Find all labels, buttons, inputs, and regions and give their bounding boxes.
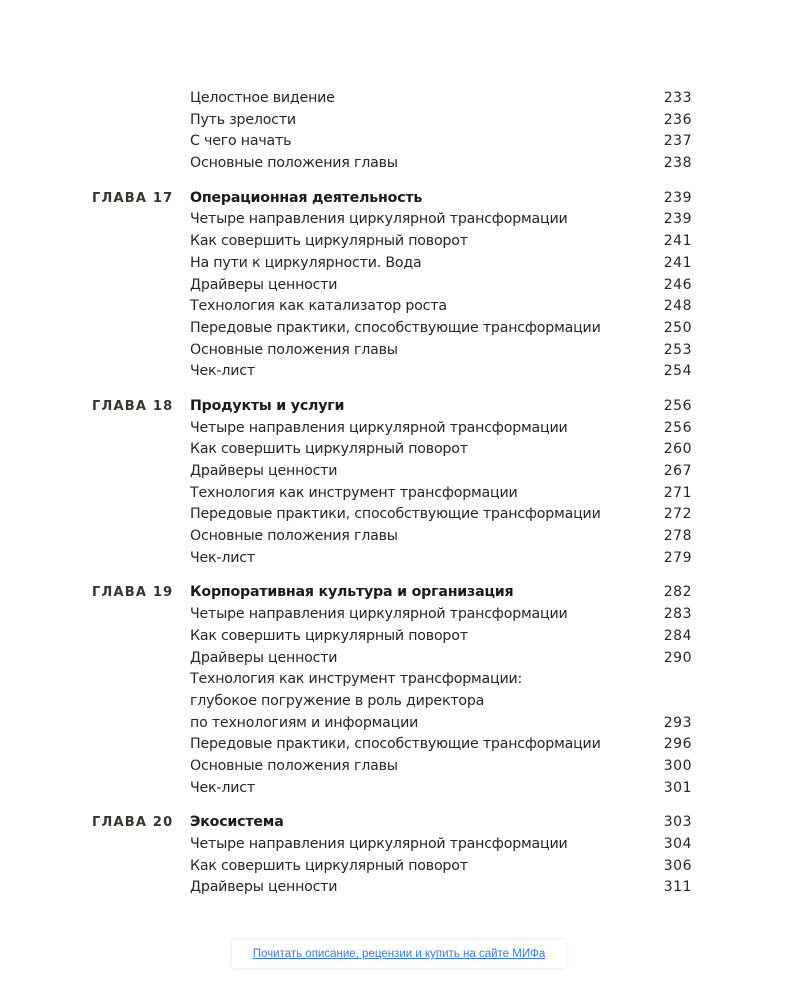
page-number: 253 <box>663 341 692 358</box>
toc-chapter-group <box>0 582 800 799</box>
footer-link-box <box>232 940 566 968</box>
entry-title: Четыре направления циркулярной трансформации <box>190 211 568 228</box>
page-number: 293 <box>663 714 692 731</box>
toc-entry <box>0 626 800 648</box>
toc-entry <box>0 604 800 626</box>
toc-entry <box>0 713 800 735</box>
chapter-label: ГЛАВА 20 <box>92 815 174 831</box>
chapter-title: Экосистема <box>190 814 284 831</box>
chapter-title: Продукты и услуги <box>190 397 345 414</box>
page-number: 246 <box>663 276 692 293</box>
page-number: 248 <box>663 298 692 315</box>
page-number: 311 <box>663 879 692 896</box>
toc-entry <box>0 504 800 526</box>
page-number: 267 <box>663 463 692 479</box>
entry-title: Четыре направления циркулярной трансформации <box>190 419 568 436</box>
page-number: 296 <box>663 736 692 753</box>
toc-entry <box>0 483 800 505</box>
toc-chapter-group <box>0 188 800 383</box>
page-number: 256 <box>663 419 692 436</box>
chapter-heading-row <box>0 396 800 418</box>
page-number: 250 <box>663 319 692 336</box>
page-number: 306 <box>663 857 692 874</box>
page-number: 254 <box>663 363 692 380</box>
entry-title: по технологиям и информации <box>190 714 419 731</box>
toc-entry <box>0 153 800 175</box>
toc-entry <box>0 526 800 548</box>
toc-chapter-group <box>0 396 800 570</box>
toc-entry <box>0 231 800 253</box>
chapter-heading-row <box>0 188 800 210</box>
toc-chapter-group <box>0 812 800 899</box>
toc-entry <box>0 418 800 440</box>
entry-title: Драйверы ценности <box>190 879 338 896</box>
page-number: 239 <box>663 211 692 228</box>
entry-title: Передовые практики, способствующие трансформации <box>190 506 601 523</box>
entry-title: На пути к циркулярности. Вода <box>190 254 422 271</box>
toc-entry <box>0 669 800 691</box>
toc-entry <box>0 834 800 856</box>
toc-entry <box>0 877 800 899</box>
page-number: 241 <box>663 254 692 271</box>
table-of-contents <box>0 88 800 912</box>
page-number: 256 <box>663 397 692 414</box>
entry-title: Как совершить циркулярный поворот <box>190 441 468 458</box>
toc-entry <box>0 318 800 340</box>
entry-title: Технология как инструмент трансформации <box>190 484 518 501</box>
toc-entry <box>0 856 800 878</box>
entry-title: Технология как катализатор роста <box>190 298 447 315</box>
toc-entry <box>0 296 800 318</box>
page-number: 279 <box>663 549 692 566</box>
toc-entry <box>0 340 800 362</box>
chapter-label: ГЛАВА 18 <box>92 398 174 414</box>
entry-title: С чего начать <box>190 133 292 150</box>
entry-title: Основные положения главы <box>190 528 398 545</box>
toc-chapter-group <box>0 88 800 175</box>
entry-title: Целостное видение <box>190 90 335 106</box>
page-number: 284 <box>663 627 692 644</box>
page-number: 278 <box>663 528 692 545</box>
toc-entry <box>0 734 800 756</box>
entry-title: Как совершить циркулярный поворот <box>190 857 468 874</box>
entry-title: Как совершить циркулярный поворот <box>190 233 468 250</box>
entry-title: Чек-лист <box>190 363 255 380</box>
page-number: 290 <box>663 649 692 666</box>
entry-title: глубокое погружение в роль директора <box>190 692 485 709</box>
page-number: 236 <box>663 111 692 128</box>
entry-title: Передовые практики, способствующие трансформации <box>190 736 601 753</box>
entry-title: Основные положения главы <box>190 155 398 172</box>
chapter-heading-row <box>0 582 800 604</box>
toc-entry <box>0 439 800 461</box>
toc-entry <box>0 778 800 800</box>
entry-title: Как совершить циркулярный поворот <box>190 627 468 644</box>
entry-title: Путь зрелости <box>190 111 296 128</box>
page-number: 233 <box>663 90 692 106</box>
chapter-label: ГЛАВА 19 <box>92 585 174 601</box>
toc-entry <box>0 691 800 713</box>
toc-entry <box>0 88 800 110</box>
toc-entry <box>0 756 800 778</box>
page-number: 239 <box>663 189 692 206</box>
entry-title: Чек-лист <box>190 779 255 796</box>
page-number: 283 <box>663 606 692 623</box>
page-number: 300 <box>663 757 692 774</box>
page-number: 238 <box>663 155 692 172</box>
page-number: 301 <box>663 779 692 796</box>
page-number: 237 <box>663 133 692 150</box>
page-number: 303 <box>663 814 692 831</box>
toc-entry <box>0 275 800 297</box>
entry-title: Четыре направления циркулярной трансформации <box>190 606 568 623</box>
toc-entry <box>0 648 800 670</box>
entry-title: Технология как инструмент трансформации: <box>190 671 523 688</box>
toc-entry <box>0 131 800 153</box>
buy-book-link[interactable]: Почитать описание, рецензии и купить на сайте МИФа <box>252 948 546 960</box>
entry-title: Основные положения главы <box>190 757 398 774</box>
toc-entry <box>0 361 800 383</box>
entry-title: Передовые практики, способствующие трансформации <box>190 319 601 336</box>
page-number: 282 <box>663 584 692 601</box>
toc-entry <box>0 110 800 132</box>
page-number: 271 <box>663 484 692 501</box>
entry-title: Драйверы ценности <box>190 276 338 293</box>
toc-entry <box>0 461 800 483</box>
page-number: 241 <box>663 233 692 250</box>
chapter-title: Операционная деятельность <box>190 189 423 206</box>
toc-entry <box>0 209 800 231</box>
page-number: 272 <box>663 506 692 523</box>
chapter-label: ГЛАВА 17 <box>92 190 174 206</box>
page-number: 304 <box>663 836 692 852</box>
entry-title: Четыре направления циркулярной трансформации <box>190 836 568 852</box>
entry-title: Драйверы ценности <box>190 463 338 479</box>
entry-title: Основные положения главы <box>190 341 398 358</box>
chapter-title: Корпоративная культура и организация <box>190 584 514 601</box>
toc-entry <box>0 548 800 570</box>
toc-entry <box>0 253 800 275</box>
chapter-heading-row <box>0 812 800 834</box>
entry-title: Драйверы ценности <box>190 649 338 666</box>
entry-title: Чек-лист <box>190 549 255 566</box>
page-number: 260 <box>663 441 692 458</box>
